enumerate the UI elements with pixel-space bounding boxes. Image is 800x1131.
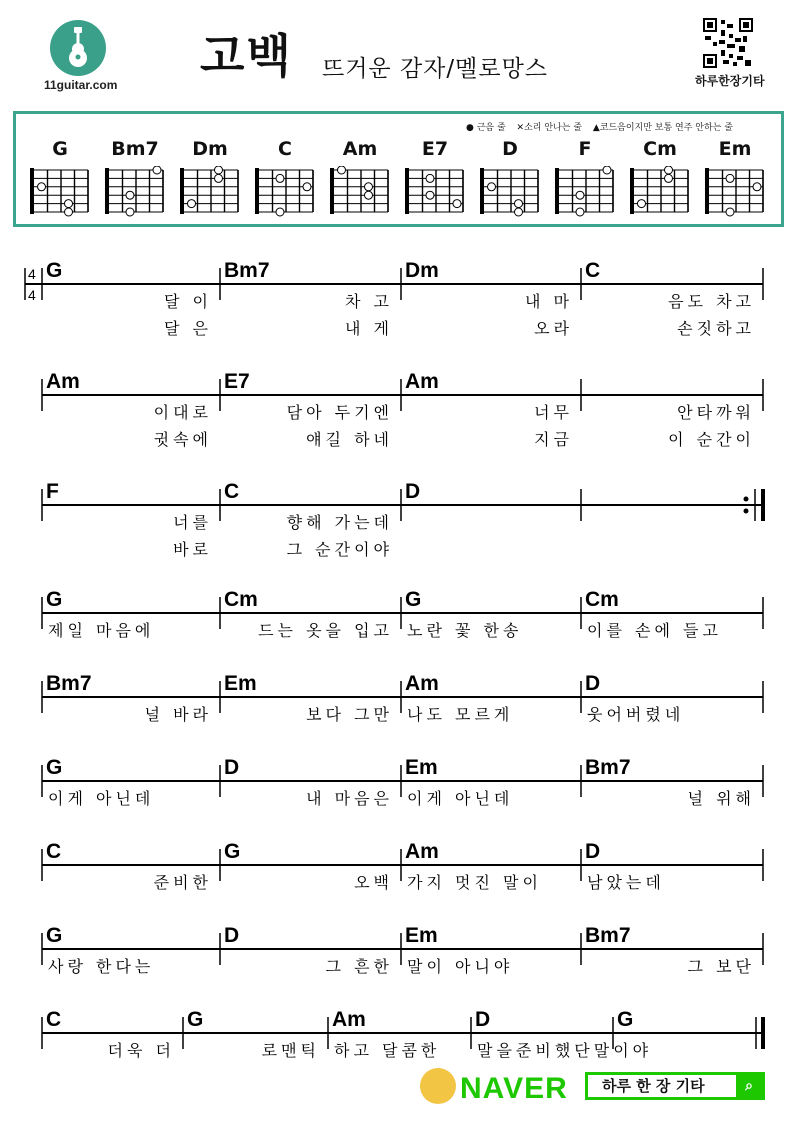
lyric-line: 안타까워 (677, 403, 755, 422)
chord-symbol: G (617, 1008, 634, 1031)
legend-mute: ✕소리 안나는 줄 (516, 123, 582, 133)
lyric-line: 귓속에 (153, 430, 212, 449)
lyric-line: 준비한 (153, 873, 212, 892)
repeat-dot (744, 509, 749, 514)
lyric-line: 그 흔한 (325, 957, 393, 976)
lyric-line: 널 바라 (144, 705, 212, 724)
chord-symbol: G (405, 588, 422, 611)
chord-diagram-name: Cm (643, 138, 677, 160)
lyric-line: 가지 멋진 말이 (407, 873, 542, 892)
legend-optional: ▲코드음이지만 보통 연주 안하는 줄 (592, 123, 733, 133)
lyric-line: 달 이 (164, 292, 212, 311)
lyric-line: 음도 차고 (668, 292, 755, 311)
search-icon[interactable]: ⌕ (736, 1075, 762, 1097)
lyric-line: 그 보단 (687, 957, 755, 976)
chord-row (25, 259, 763, 338)
time-signature-top: 4 (28, 266, 36, 282)
chord-symbol: D (405, 480, 421, 503)
lyric-line: 너무 (534, 403, 573, 422)
chord-symbol: Bm7 (585, 756, 631, 779)
lyric-line: 웃어버렸네 (587, 705, 685, 724)
chord-symbol: Cm (585, 588, 619, 611)
chord-row (42, 672, 763, 724)
lyric-line: 이게 아닌데 (407, 789, 514, 808)
chord-symbol: G (46, 756, 63, 779)
chord-symbol: Em (405, 756, 438, 779)
time-signature-bottom: 4 (28, 287, 36, 303)
chord-symbol: Bm7 (46, 672, 92, 695)
chord-symbol: Am (332, 1008, 366, 1031)
logo-text: 11guitar.com (44, 78, 118, 92)
chord-symbol: Em (224, 672, 257, 695)
lyric-line: 너를 (173, 513, 212, 532)
chord-row (42, 840, 763, 892)
lyric-line: 널 위해 (687, 789, 755, 808)
chord-symbol: Am (405, 840, 439, 863)
chord-row (42, 480, 763, 559)
chord-symbol: C (46, 1008, 62, 1031)
chord-symbol: G (187, 1008, 204, 1031)
chord-row (42, 1008, 763, 1060)
chord-symbol: D (224, 924, 240, 947)
lyric-line: 내 마 (525, 292, 573, 311)
chord-symbol: C (46, 840, 62, 863)
chord-symbol: D (585, 672, 601, 695)
lyric-line: 내 게 (345, 319, 393, 338)
qr-label: 하루한장기타 (695, 74, 765, 88)
chord-row (42, 370, 763, 449)
chord-symbol: G (46, 924, 63, 947)
lyric-line: 이대로 (153, 403, 212, 422)
chord-symbol: D (224, 756, 240, 779)
song-title: 고백 (200, 29, 293, 83)
lyric-line: 오라 (534, 319, 573, 338)
lyric-line: 이 순간이 (668, 430, 755, 449)
lyric-line: 달 은 (164, 319, 212, 338)
lyric-line: 더욱 더 (107, 1041, 175, 1060)
lyric-line: 담아 두기엔 (286, 403, 393, 422)
chord-diagram-name: Dm (192, 138, 228, 160)
lyric-line: 드는 옷을 입고 (258, 621, 393, 640)
naver-footer (420, 1068, 770, 1108)
chord-symbol: C (585, 259, 601, 282)
mascot-icon (420, 1068, 456, 1104)
chord-symbol: C (224, 480, 240, 503)
lyric-line: 나도 모르게 (407, 705, 514, 724)
lyric-line: 내 마음은 (306, 789, 393, 808)
chord-symbol: Am (405, 672, 439, 695)
chord-diagram-name: Em (718, 138, 752, 160)
chord-symbol: E7 (224, 370, 250, 393)
chord-row (42, 588, 763, 640)
lyric-line: 말을준비했단말이야 (477, 1041, 653, 1060)
chord-symbol: Cm (224, 588, 258, 611)
chord-symbol: Em (405, 924, 438, 947)
lyric-line: 오백 (354, 873, 393, 892)
lyric-line: 말이 아니야 (407, 957, 514, 976)
chord-symbol: D (585, 840, 601, 863)
song-artist: 뜨거운 감자/멜로망스 (322, 56, 549, 82)
lyric-line: 손짓하고 (677, 319, 755, 338)
naver-logo: NAVER (460, 1072, 568, 1105)
lyric-line: 남았는데 (587, 873, 665, 892)
lyric-line: 얘길 하네 (306, 430, 393, 449)
lyric-line: 제일 마음에 (48, 621, 155, 640)
chord-diagram-name: Bm7 (111, 138, 159, 160)
lyric-line: 하고 달콤한 (334, 1041, 441, 1060)
legend-root: ● 근음 줄 (466, 123, 506, 133)
chord-diagram-name: F (578, 138, 592, 160)
lyric-line: 보다 그만 (306, 705, 393, 724)
naver-search-box[interactable] (585, 1072, 765, 1100)
lyric-line: 로맨틱 (261, 1041, 320, 1060)
chord-symbol: G (46, 259, 63, 282)
chord-symbol: Bm7 (585, 924, 631, 947)
chord-diagram-name: E7 (421, 138, 449, 160)
chord-symbol: Am (405, 370, 439, 393)
naver-search-text: 하루 한 장 기타 (602, 1077, 705, 1095)
chord-diagram-name: C (278, 138, 292, 160)
lyric-line: 이를 손에 들고 (587, 621, 722, 640)
chord-symbol: Dm (405, 259, 439, 282)
chord-symbol: F (46, 480, 59, 503)
chord-diagram-name: D (502, 138, 518, 160)
chord-symbol: D (475, 1008, 491, 1031)
chord-row (42, 756, 763, 808)
chord-diagram-name: Am (342, 138, 378, 160)
lyric-line: 노란 꽃 한송 (407, 621, 523, 640)
repeat-dot (744, 497, 749, 502)
lyric-line: 향해 가는데 (286, 513, 393, 532)
lyric-line: 그 순간이야 (286, 540, 393, 559)
chord-diagram-name: G (52, 138, 68, 160)
lyric-line: 이게 아닌데 (48, 789, 155, 808)
lyric-line: 지금 (534, 430, 573, 449)
chord-symbol: Bm7 (224, 259, 270, 282)
lyric-line: 차 고 (345, 292, 393, 311)
chord-symbol: Am (46, 370, 80, 393)
lyric-line: 바로 (173, 540, 212, 559)
chord-symbol: G (46, 588, 63, 611)
chord-row (42, 924, 763, 976)
lyric-line: 사랑 한다는 (48, 957, 155, 976)
chord-symbol: G (224, 840, 241, 863)
